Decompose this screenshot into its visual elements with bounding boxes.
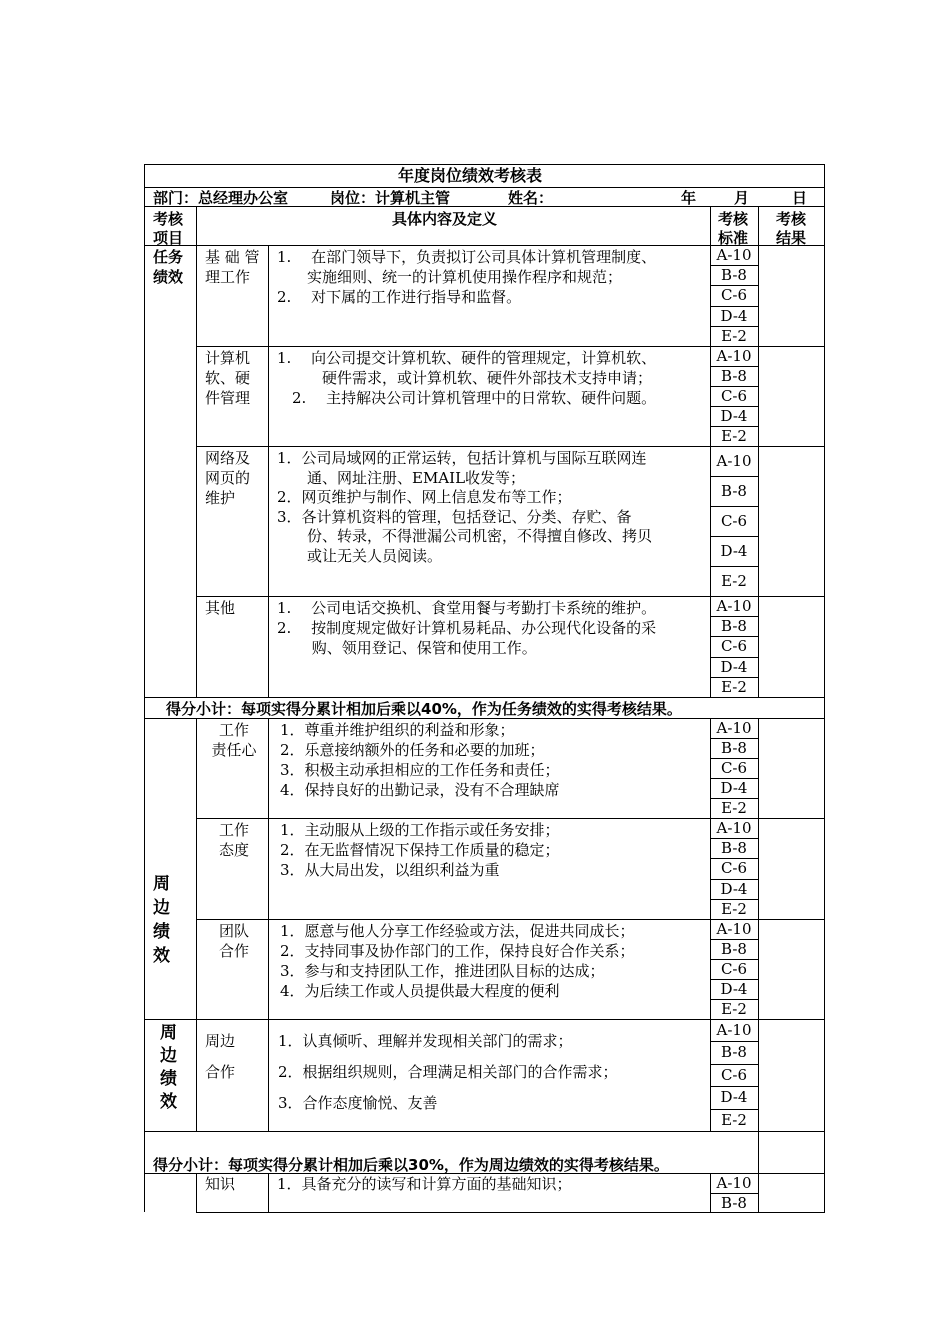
col-item-header-1: 考核 — [153, 210, 184, 228]
sub-item-divider — [268, 1173, 269, 1212]
day-label: 日 — [792, 189, 808, 207]
peripheral-coop-content-line: 2．根据组织规则，合理满足相关部门的合作需求； — [278, 1063, 618, 1081]
sub-item-divider — [268, 245, 269, 697]
peripheral-sub-label: 态度 — [218, 841, 249, 859]
peripheral-content-line: 2．在无监督情况下保持工作质量的稳定； — [280, 841, 560, 859]
peripheral-content-line: 3．从大局出发，以组织利益为重 — [280, 861, 500, 879]
grade-task-1-4: E-2 — [721, 427, 747, 445]
peripheral-content-line: 1．主动服从上级的工作指示或任务安排； — [280, 821, 560, 839]
grade-knowledge-0: A-10 — [716, 1174, 752, 1192]
sub-item-divider — [268, 718, 269, 1019]
grade-peri-0-0: A-10 — [716, 719, 752, 737]
grade-task-0-1: B-8 — [721, 266, 747, 284]
task-sub-label: 其他 — [205, 599, 236, 617]
grade-task-3-3: D-4 — [720, 658, 748, 676]
col-result-header-1: 考核 — [776, 210, 807, 228]
peripheral-sub-label: 合作 — [218, 942, 249, 960]
grade-peri2-0-0: A-10 — [716, 1021, 752, 1039]
grade-task-0-0: A-10 — [716, 246, 752, 264]
header-divider — [758, 206, 759, 245]
header-divider — [710, 206, 711, 245]
task-sub-label: 维护 — [205, 489, 236, 507]
col-item-header-2: 项目 — [153, 229, 184, 247]
peripheral-coop-sub-label: 周边 — [205, 1032, 236, 1050]
year-label: 年 — [681, 189, 697, 207]
peripheral-performance-label-2: 边 — [160, 1046, 177, 1066]
peripheral-sub-label: 工作 — [218, 821, 249, 839]
table-top-border — [144, 164, 825, 165]
col-content-header: 具体内容及定义 — [392, 210, 498, 228]
task-row-border — [196, 446, 825, 447]
peripheral-content-line: 2．乐意接纳额外的任务和必要的加班； — [280, 741, 545, 759]
peripheral-performance-label: 绩 — [153, 922, 170, 942]
header-divider — [196, 206, 197, 245]
grade-peri2-0-3: D-4 — [720, 1088, 748, 1106]
grade-task-1-3: D-4 — [720, 407, 748, 425]
task-sub-label: 件管理 — [205, 389, 251, 407]
peripheral-performance-label-2: 绩 — [160, 1069, 177, 1089]
grade-task-2-4: E-2 — [721, 572, 747, 590]
category-divider — [196, 245, 197, 697]
grade-peri-0-3: D-4 — [720, 779, 748, 797]
result-divider — [758, 718, 759, 1019]
task-sub-label: 网页的 — [205, 469, 251, 487]
grade-task-1-0: A-10 — [716, 347, 752, 365]
category-divider — [196, 1019, 197, 1131]
task-sub-label: 计算机 — [205, 349, 251, 367]
task-content-line: 2. 对下属的工作进行指导和监督。 — [277, 288, 522, 306]
task-sub-label: 基 础 管 — [205, 248, 260, 266]
peripheral-coop-content-line: 3．合作态度愉悦、友善 — [278, 1094, 438, 1112]
task-content-line: 2．网页维护与制作、网上信息发布等工作； — [277, 488, 572, 506]
grade-peri2-0-2: C-6 — [720, 1066, 748, 1084]
peripheral-performance-label: 周 — [153, 874, 170, 894]
task-sub-label: 理工作 — [205, 268, 251, 286]
department-field: 部门：总经理办公室 — [153, 189, 289, 207]
peripheral-coop-bottom-border — [144, 1131, 825, 1132]
grade-task-3-4: E-2 — [721, 678, 747, 696]
sub-item-divider — [268, 1019, 269, 1131]
peripheral-sub-label: 团队 — [218, 922, 249, 940]
grade-cell-border — [710, 536, 759, 537]
name-field: 姓名： — [508, 189, 554, 207]
task-content-line: 1. 在部门领导下，负责拟订公司具体计算机管理制度、 — [277, 248, 657, 266]
grade-cell-border — [710, 506, 759, 507]
grade-peri-2-2: C-6 — [720, 960, 748, 978]
grade-task-2-0: A-10 — [716, 452, 752, 470]
grade-task-0-3: D-4 — [720, 307, 748, 325]
grade-task-3-1: B-8 — [721, 617, 747, 635]
grade-peri-2-3: D-4 — [720, 980, 748, 998]
task-sub-label: 软、硬 — [205, 369, 251, 387]
result-divider — [758, 1019, 759, 1131]
task-subtotal: 得分小计：每项实得分累计相加后乘以40%，作为任务绩效的实得考核结果。 — [166, 700, 682, 718]
task-content-line: 实施细则、统一的计算机使用操作程序和规范； — [277, 268, 623, 286]
form-title: 年度岗位绩效考核表 — [398, 166, 543, 185]
knowledge-content-line: 1．具备充分的读写和计算方面的基础知识； — [277, 1175, 572, 1193]
grade-peri-1-1: B-8 — [721, 839, 747, 857]
task-content-line: 2. 主持解决公司计算机管理中的日常软、硬件问题。 — [277, 389, 657, 407]
table-right-border — [824, 164, 825, 1212]
grade-task-3-2: C-6 — [720, 637, 748, 655]
task-performance-label-1: 任务 — [153, 248, 184, 266]
table-left-border — [144, 164, 145, 1212]
task-section-bottom-border — [144, 697, 825, 698]
knowledge-sub-label: 知识 — [205, 1175, 236, 1193]
peripheral-content-line: 1．尊重并维护组织的利益和形象； — [280, 721, 515, 739]
grade-peri-0-2: C-6 — [720, 759, 748, 777]
category-divider — [196, 1173, 197, 1212]
col-result-header-2: 结果 — [776, 229, 807, 247]
peripheral-coop-sub-label: 合作 — [205, 1063, 236, 1081]
task-sub-label: 网络及 — [205, 449, 251, 467]
task-content-line: 1. 向公司提交计算机软、硬件的管理规定，计算机软、 — [277, 349, 657, 367]
peripheral-coop-content-line: 1．认真倾听、理解并发现相关部门的需求； — [278, 1032, 573, 1050]
peripheral-sub-label: 责任心 — [211, 741, 257, 759]
task-content-line: 通、网址注册、EMAIL收发等； — [277, 469, 526, 487]
grade-peri-2-4: E-2 — [721, 1000, 747, 1018]
grade-task-1-2: C-6 — [720, 387, 748, 405]
result-divider — [758, 245, 759, 697]
grade-task-3-0: A-10 — [716, 597, 752, 615]
peripheral-content-line: 3．参与和支持团队工作，推进团队目标的达成； — [280, 962, 605, 980]
grade-task-1-1: B-8 — [721, 367, 747, 385]
grade-peri-0-1: B-8 — [721, 739, 747, 757]
grade-peri-1-3: D-4 — [720, 880, 748, 898]
peripheral-content-line: 4．为后续工作或人员提供最大程度的便利 — [280, 982, 560, 1000]
peripheral-performance-label: 边 — [153, 898, 170, 918]
grade-peri-1-4: E-2 — [721, 900, 747, 918]
grade-task-0-2: C-6 — [720, 286, 748, 304]
grade-task-2-1: B-8 — [721, 482, 747, 500]
category-divider — [196, 718, 197, 1019]
post-field: 岗位：计算机主管 — [330, 189, 451, 207]
peripheral-sub-label: 工作 — [218, 721, 249, 739]
grade-task-0-4: E-2 — [721, 327, 747, 345]
peripheral-performance-label: 效 — [153, 946, 170, 966]
task-content-line: 硬件需求，或计算机软、硬件外部技术支持申请； — [277, 369, 653, 387]
grade-task-2-2: C-6 — [720, 512, 748, 530]
task-content-line: 1．公司局域网的正常运转，包括计算机与国际互联网连 — [277, 449, 647, 467]
task-content-line: 份、转录，不得泄漏公司机密，不得擅自修改、拷贝 — [277, 527, 653, 545]
grade-cell-border — [710, 566, 759, 567]
peripheral-performance-label-2: 效 — [160, 1092, 177, 1112]
peripheral-subtotal: 得分小计：每项实得分累计相加后乘以30%，作为周边绩效的实得考核结果。 — [153, 1156, 669, 1174]
task-content-line: 或让无关人员阅读。 — [277, 547, 443, 565]
task-content-line: 2. 按制度规定做好计算机易耗品、办公现代化设备的采 — [277, 619, 657, 637]
task-performance-label-2: 绩效 — [153, 268, 184, 286]
peripheral-content-line: 1．愿意与他人分享工作经验或方法，促进共同成长； — [280, 922, 635, 940]
grade-peri2-0-4: E-2 — [721, 1111, 747, 1129]
grade-task-2-3: D-4 — [720, 542, 748, 560]
grade-peri-2-0: A-10 — [716, 920, 752, 938]
peripheral-content-line: 3．积极主动承担相应的工作任务和责任； — [280, 761, 560, 779]
task-content-line: 1. 公司电话交换机、食堂用餐与考勤打卡系统的维护。 — [277, 599, 657, 617]
grade-peri-1-2: C-6 — [720, 859, 748, 877]
grade-peri-0-4: E-2 — [721, 799, 747, 817]
col-standard-header-2: 标准 — [718, 229, 749, 247]
grade-peri-1-0: A-10 — [716, 819, 752, 837]
result-divider — [758, 1131, 759, 1173]
peripheral-performance-label-2: 周 — [160, 1023, 177, 1043]
col-standard-header-1: 考核 — [718, 210, 749, 228]
task-content-line: 3．各计算机资料的管理，包括登记、分类、存贮、备 — [277, 508, 632, 526]
grade-cell-border — [710, 476, 759, 477]
month-label: 月 — [734, 189, 750, 207]
task-content-line: 购、领用登记、保管和使用工作。 — [277, 639, 537, 657]
grade-peri2-0-1: B-8 — [721, 1043, 747, 1061]
peripheral-content-line: 4．保持良好的出勤记录，没有不合理缺席 — [280, 781, 560, 799]
grade-knowledge-1: B-8 — [721, 1194, 747, 1212]
peripheral-content-line: 2．支持同事及协作部门的工作，保持良好合作关系； — [280, 942, 635, 960]
grade-peri-2-1: B-8 — [721, 940, 747, 958]
